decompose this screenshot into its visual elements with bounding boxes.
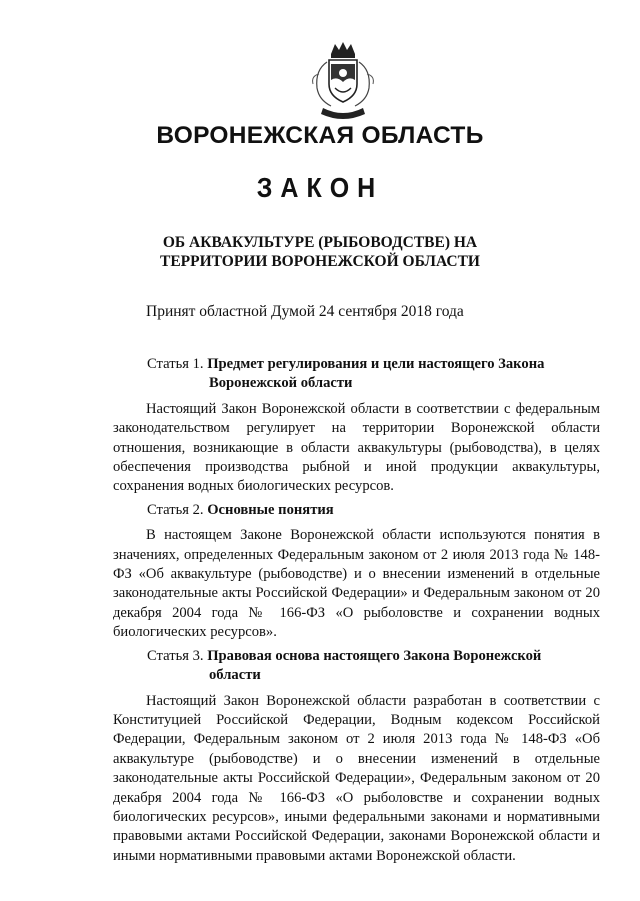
document-body bbox=[113, 355, 600, 870]
article bbox=[113, 647, 600, 866]
article-heading bbox=[113, 647, 600, 686]
law-title bbox=[0, 233, 640, 271]
region-name: ВОРОНЕЖСКАЯ ОБЛАСТЬ bbox=[156, 122, 484, 149]
article-heading bbox=[113, 355, 600, 394]
article bbox=[113, 501, 600, 643]
article bbox=[113, 355, 600, 497]
article-text: Настоящий Закон Воронежской области в соответствии с федеральным законодательством регулирует на территории Воронежской области отношения, возникающие в области аквакультуры (рыбоводства), в целях обеспечения производства рыбной и иной продукции аквакультуры, сохранения водных биологических ресурсов. bbox=[113, 400, 600, 495]
law-title-line: ОБ АКВАКУЛЬТУРЕ (РЫБОВОДСТВЕ) НА bbox=[162, 234, 478, 251]
article-number: Статья 2. bbox=[147, 501, 204, 518]
article-heading-text: Основные понятия bbox=[207, 501, 334, 518]
article-heading-text: области bbox=[209, 667, 261, 684]
article-number: Статья 1. bbox=[147, 356, 204, 372]
article-text: Настоящий Закон Воронежской области разработан в соответствии с Конституцией Российской Федерации, Водным кодексом Российской Федерации, Федеральным законом от 2 июля 2013 года № 148-ФЗ «Об аквакультуре (рыбоводстве) и о внесении изменений в отдельные законодательные акты Российской Федерации», Федеральным законом от 20 декабря 2004 года № 166-ФЗ «О рыболовстве и сохранении водных биологических ресурсов», иными федеральными законами и нормативными правовыми актами Российской Федерации, законами Воронежской области и иными нормативными правовыми актами Воронежской области. bbox=[113, 692, 600, 864]
adoption-date: Принят областной Думой 24 сентября 2018 года bbox=[146, 303, 464, 320]
law-title-line: ТЕРРИТОРИИ ВОРОНЕЖСКОЙ ОБЛАСТИ bbox=[160, 253, 480, 270]
article-number: Статья 3. bbox=[147, 647, 204, 664]
coat-of-arms-icon bbox=[293, 40, 393, 124]
article-heading-text: Воронежской области bbox=[209, 375, 353, 392]
article-heading-text: Предмет регулирования и цели настоящего Закона bbox=[207, 356, 545, 372]
article-heading bbox=[113, 501, 600, 520]
document-type: ЗАКОН bbox=[256, 172, 384, 204]
article-heading-text: Правовая основа настоящего Закона Воронежской bbox=[207, 647, 542, 664]
article-text: В настоящем Законе Воронежской области используются понятия в значениях, определенных Федеральным законом от 2 июля 2013 года № 148-ФЗ «Об аквакультуре (рыбоводстве) и о внесении изменений в отдельные законодательные акты Российской Федерации» и Федеральным законом от 20 декабря 2004 года № 166-ФЗ «О рыболовстве и сохранении водных биологических ресурсов». bbox=[113, 527, 600, 641]
